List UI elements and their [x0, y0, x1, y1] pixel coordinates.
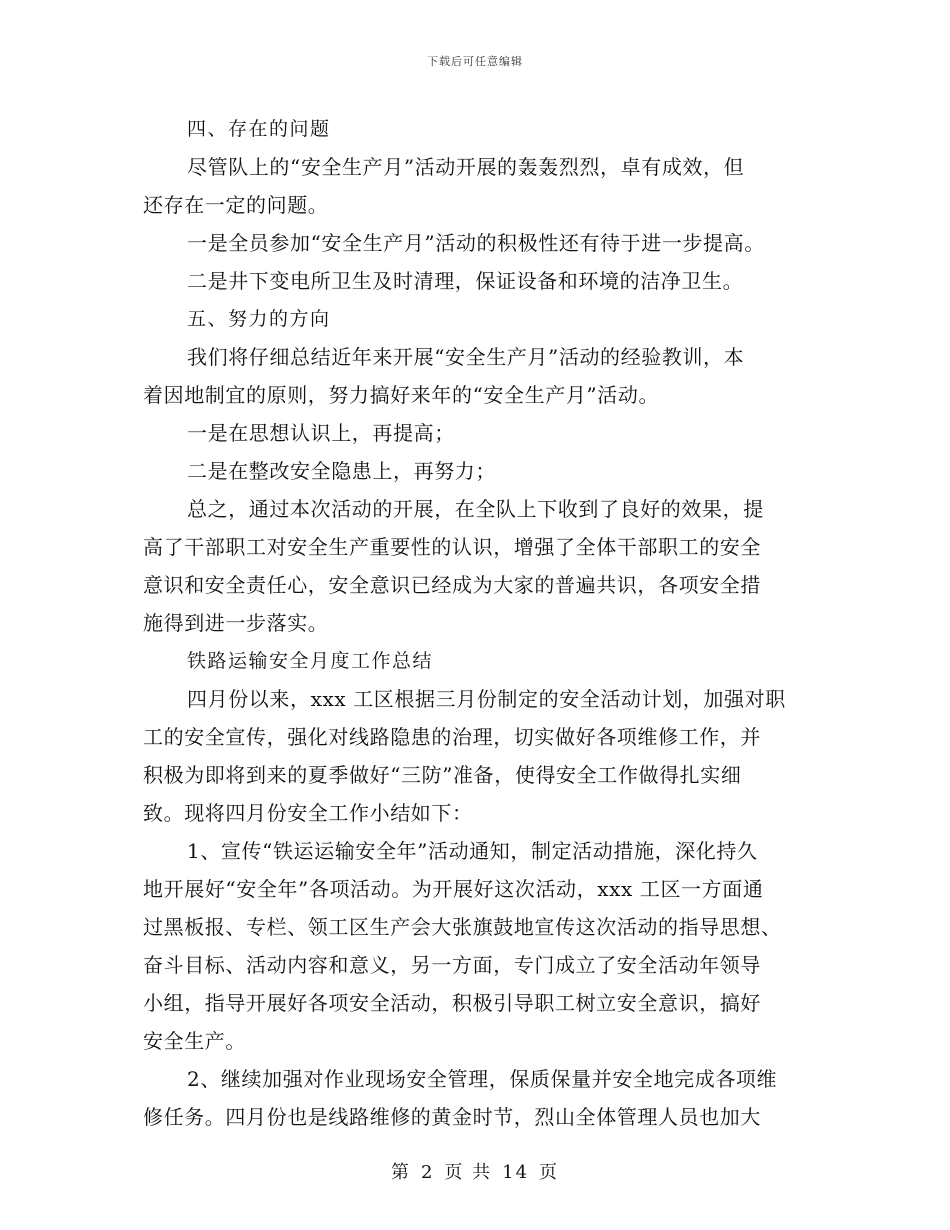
paragraph-line: 二是在整改安全隐患上，再努力； [187, 459, 496, 483]
paragraph-line: 我们将仔细总结近年来开展“安全生产月”活动的经验教训，本 [187, 345, 745, 369]
footer-prefix: 第 [390, 1162, 411, 1183]
paragraph-line: 安全生产。 [143, 1029, 246, 1053]
paragraph-line: 四月份以来，xxx 工区根据三月份制定的安全活动计划，加强对职 [187, 687, 786, 711]
paragraph-line: 1、宣传“铁运运输安全年”活动通知，制定活动措施，深化持久 [187, 839, 758, 863]
paragraph-line: 小组，指导开展好各项安全活动，积极引导职工树立安全意识，搞好 [143, 991, 761, 1015]
page-number-footer [0, 1158, 950, 1184]
footer-middle: 页 共 [444, 1162, 493, 1183]
paragraph-line: 二是井下变电所卫生及时清理，保证设备和环境的洁净卫生。 [187, 269, 744, 293]
section-heading: 五、努力的方向 [187, 308, 331, 330]
paragraph-line: 还存在一定的问题。 [143, 193, 329, 217]
page-header-note: 下载后可任意编辑 [427, 55, 523, 68]
current-page-number: 2 [420, 1162, 435, 1183]
paragraph-line: 修任务。四月份也是线路维修的黄金时节，烈山全体管理人员也加大 [143, 1105, 761, 1129]
paragraph-line: 施得到进一步落实。 [143, 611, 329, 635]
paragraph-line: 总之，通过本次活动的开展，在全队上下收到了良好的效果，提 [187, 497, 764, 521]
footer-suffix: 页 [539, 1162, 560, 1183]
paragraph-line: 致。现将四月份安全工作小结如下： [143, 801, 473, 825]
paragraph-line: 着因地制宜的原则，努力搞好来年的“安全生产月”活动。 [143, 383, 660, 407]
document-title: 铁路运输安全月度工作总结 [187, 650, 434, 672]
paragraph-line: 一是在思想认识上，再提高； [187, 421, 455, 445]
paragraph-line: 高了干部职工对安全生产重要性的认识，增强了全体干部职工的安全 [143, 535, 761, 559]
paragraph-line: 工的安全宣传，强化对线路隐患的治理，切实做好各项维修工作，并 [143, 725, 761, 749]
document-body [143, 110, 803, 1136]
paragraph-line: 一是全员参加“安全生产月”活动的积极性还有待于进一步提高。 [187, 231, 765, 255]
paragraph-line: 积极为即将到来的夏季做好“三防”准备，使得安全工作做得扎实细 [143, 763, 742, 787]
paragraph-line: 2、继续加强对作业现场安全管理，保质保量并安全地完成各项维 [187, 1067, 778, 1091]
paragraph-line: 地开展好“安全年”各项活动。为开展好这次活动，xxx 工区一方面通 [143, 877, 764, 901]
paragraph-line: 尽管队上的“安全生产月”活动开展的轰轰烈烈，卓有成效，但 [187, 155, 745, 179]
section-heading: 四、存在的问题 [187, 118, 331, 140]
paragraph-line: 奋斗目标、活动内容和意义，另一方面，专门成立了安全活动年领导 [143, 953, 761, 977]
paragraph-line: 意识和安全责任心，安全意识已经成为大家的普遍共识，各项安全措 [143, 573, 761, 597]
total-page-count: 14 [502, 1162, 530, 1183]
paragraph-line: 过黑板报、专栏、领工区生产会大张旗鼓地宣传这次活动的指导思想、 [143, 915, 782, 939]
